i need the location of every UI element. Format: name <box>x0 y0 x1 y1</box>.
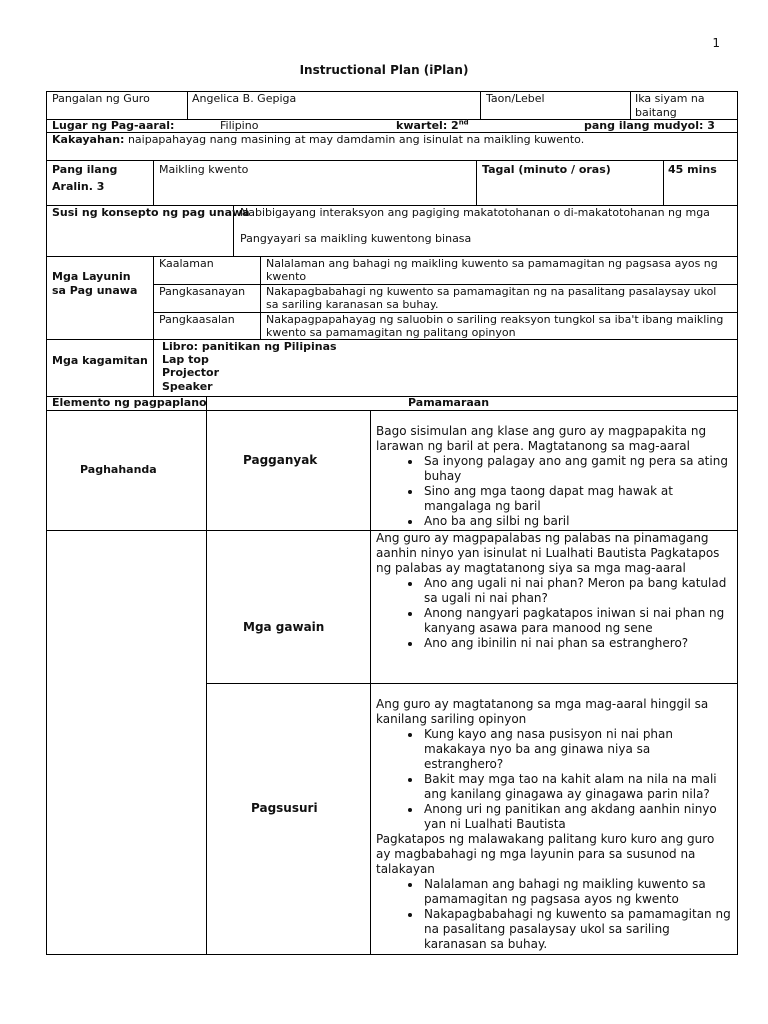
module-label: pang ilang mudyol: 3 <box>584 119 715 132</box>
material-item: Speaker <box>162 380 213 393</box>
bullet: • Nakapagbabahagi ng kuwento sa pamamagitan ng na pasalitang pasalaysay ukol sa sariling karanasan sa buhay. <box>422 907 732 952</box>
cell-divider <box>206 683 738 684</box>
teacher-label: Pangalan ng Guro <box>52 92 150 105</box>
cell-divider <box>630 91 631 120</box>
level-value: Ika siyam na baitang <box>635 92 705 119</box>
bullet: • Bakit may mga tao na kahit alam na nila na mali ang kanilang ginagawa ay ginagawa parin nila? <box>422 772 732 802</box>
quarter-label: kwartel: 2nd <box>396 118 469 132</box>
concept-line-1: Nabibigayang interaksyon ang pagiging makatotohanan o di-makatotohanan ng mga <box>240 206 710 219</box>
bullet: • Ano ang ugali ni nai phan? Meron pa bang katulad sa ugali ni nai phan? <box>422 576 732 606</box>
duration-label: Tagal (minuto / oras) <box>482 163 611 176</box>
concept-label: Susi ng konsepto ng pag unawa <box>52 206 250 219</box>
concept-line-2: Pangyayari sa maikling kuwentong binasa <box>240 232 472 245</box>
lesson-title: Maikling kwento <box>159 163 249 176</box>
element-header: Elemento ng pagpaplano <box>52 396 207 409</box>
bullet: • Anong uri ng panitikan ang akdang aanhin ninyo yan ni Lualhati Bautista <box>422 802 732 832</box>
cell-divider <box>153 256 154 340</box>
cell-divider <box>476 160 477 206</box>
lesson-label: Pang ilang <box>52 163 118 176</box>
bullet: • Sa inyong palagay ano ang gamit ng pera sa ating buhay <box>422 454 732 484</box>
cell-divider <box>187 91 188 120</box>
step-content-activity: Ang guro ay magpapalabas ng palabas na pinamagang aanhin ninyo yan isinulat ni Lualhati Bautista Pagkatapos ng palabas ay magtatanong siya sa mga mag-aaral • Ano ang ugali ni nai phan? Meron pa bang katulad sa ugali ni nai phan? • Anong nangyari pagkatapos iniwan si nai phan ng kanyang asawa para manood ng sene • Ano ang ibinilin ni nai phan sa estranghero? <box>376 531 732 651</box>
level-label: Taon/Lebel <box>486 92 545 105</box>
subject-value: Filipino <box>220 119 259 132</box>
objective-text-knowledge: Nalalaman ang bahagi ng maikling kuwento sa pamamagitan ng pagsasa ayos ng kwento <box>266 257 718 283</box>
step-content-motivation: Bago sisimulan ang klase ang guro ay magpapakita ng larawan ng baril at pera. Magtatanong sa mag-aaral • Sa inyong palagay ano ang gamit ng pera sa ating buhay • Sino ang mga taong dapat mag hawak at mangalaga ng baril • Ano ba ang silbi ng baril <box>376 424 732 529</box>
method-header: Pamamaraan <box>408 396 490 409</box>
bullet: • Kung kayo ang nasa pusisyon ni nai phan makakaya nyo ba ang ginawa niya sa estranghero? <box>422 727 732 772</box>
step-name-motivation: Pagganyak <box>243 453 318 467</box>
page-number: 1 <box>712 36 720 50</box>
objective-text-values: Nakapagpapahayag ng saluobin o sariling reaksyon tungkol sa iba't ibang maikling kwento sa pamamagitan ng palitang opinyon <box>266 313 724 339</box>
bullet: • Nalalaman ang bahagi ng maikling kuwento sa pamamagitan ng pagsasa ayos ng kwento <box>422 877 732 907</box>
skill-text: Kakayahan: naipapahayag nang masining at may damdamin ang isinulat na maikling kuwento. <box>52 133 585 146</box>
materials-label: Mga kagamitan <box>52 354 148 367</box>
step-name-analysis: Pagsusuri <box>251 801 318 815</box>
bullet: • Anong nangyari pagkatapos iniwan si nai phan ng kanyang asawa para manood ng sene <box>422 606 732 636</box>
material-item: Lap top <box>162 353 209 366</box>
objective-text-skill: Nakapagbabahagi ng kuwento sa pamamagitan ng na pasalitang pasalaysay ukol sa sariling karanasan sa buhay. <box>266 285 717 311</box>
bullet: • Sino ang mga taong dapat mag hawak at mangalaga ng baril <box>422 484 732 514</box>
document-title: Instructional Plan (iPlan) <box>299 63 469 77</box>
lesson-number: Aralin. 3 <box>52 180 105 193</box>
objective-type-knowledge: Kaalaman <box>159 257 214 270</box>
stage-label: Paghahanda <box>80 463 157 476</box>
objectives-label: Mga Layunin sa Pag unawa <box>52 270 138 297</box>
material-item: Libro: panitikan ng Pilipinas <box>162 340 337 353</box>
cell-divider <box>153 160 154 206</box>
bullet: • Ano ang ibinilin ni nai phan sa estranghero? <box>422 636 732 651</box>
objective-type-values: Pangkaasalan <box>159 313 235 326</box>
header-row-lesson <box>46 160 738 206</box>
subject-label: Lugar ng Pag-aaral: <box>52 119 175 132</box>
teacher-name: Angelica B. Gepiga <box>192 92 297 105</box>
duration-value: 45 mins <box>668 163 717 176</box>
step-name-activity: Mga gawain <box>243 620 325 634</box>
objective-type-skill: Pangkasanayan <box>159 285 246 298</box>
step-content-analysis: Ang guro ay magtatanong sa mga mag-aaral hinggil sa kanilang sariling opinyon • Kung kayo ang nasa pusisyon ni nai phan makakaya nyo ba ang ginawa niya sa estranghero? • Bakit may mga tao na kahit alam na nila na mali ang kanilang ginagawa ay ginagawa parin nila? • Anong uri ng panitikan ang akdang aanhin ninyo yan ni Lualhati Bautista Pagkatapos ng malawakang palitang kuro kuro ang guro ay magbabahagi ng mga layunin para sa susunod na talakayan • Nalalaman ang bahagi ng maikling kuwento sa pamamagitan ng pagsasa ayos ng kwento • Nakapagbabahagi ng kuwento sa pamamagitan ng na pasalitang pasalaysay ukol sa sariling karanasan sa buhay. <box>376 697 732 952</box>
cell-divider <box>663 160 664 206</box>
cell-divider <box>153 339 154 397</box>
bullet: • Ano ba ang silbi ng baril <box>422 514 732 529</box>
material-item: Projector <box>162 366 220 379</box>
materials-row <box>46 339 738 397</box>
cell-divider <box>480 91 481 120</box>
cell-divider <box>260 256 261 340</box>
